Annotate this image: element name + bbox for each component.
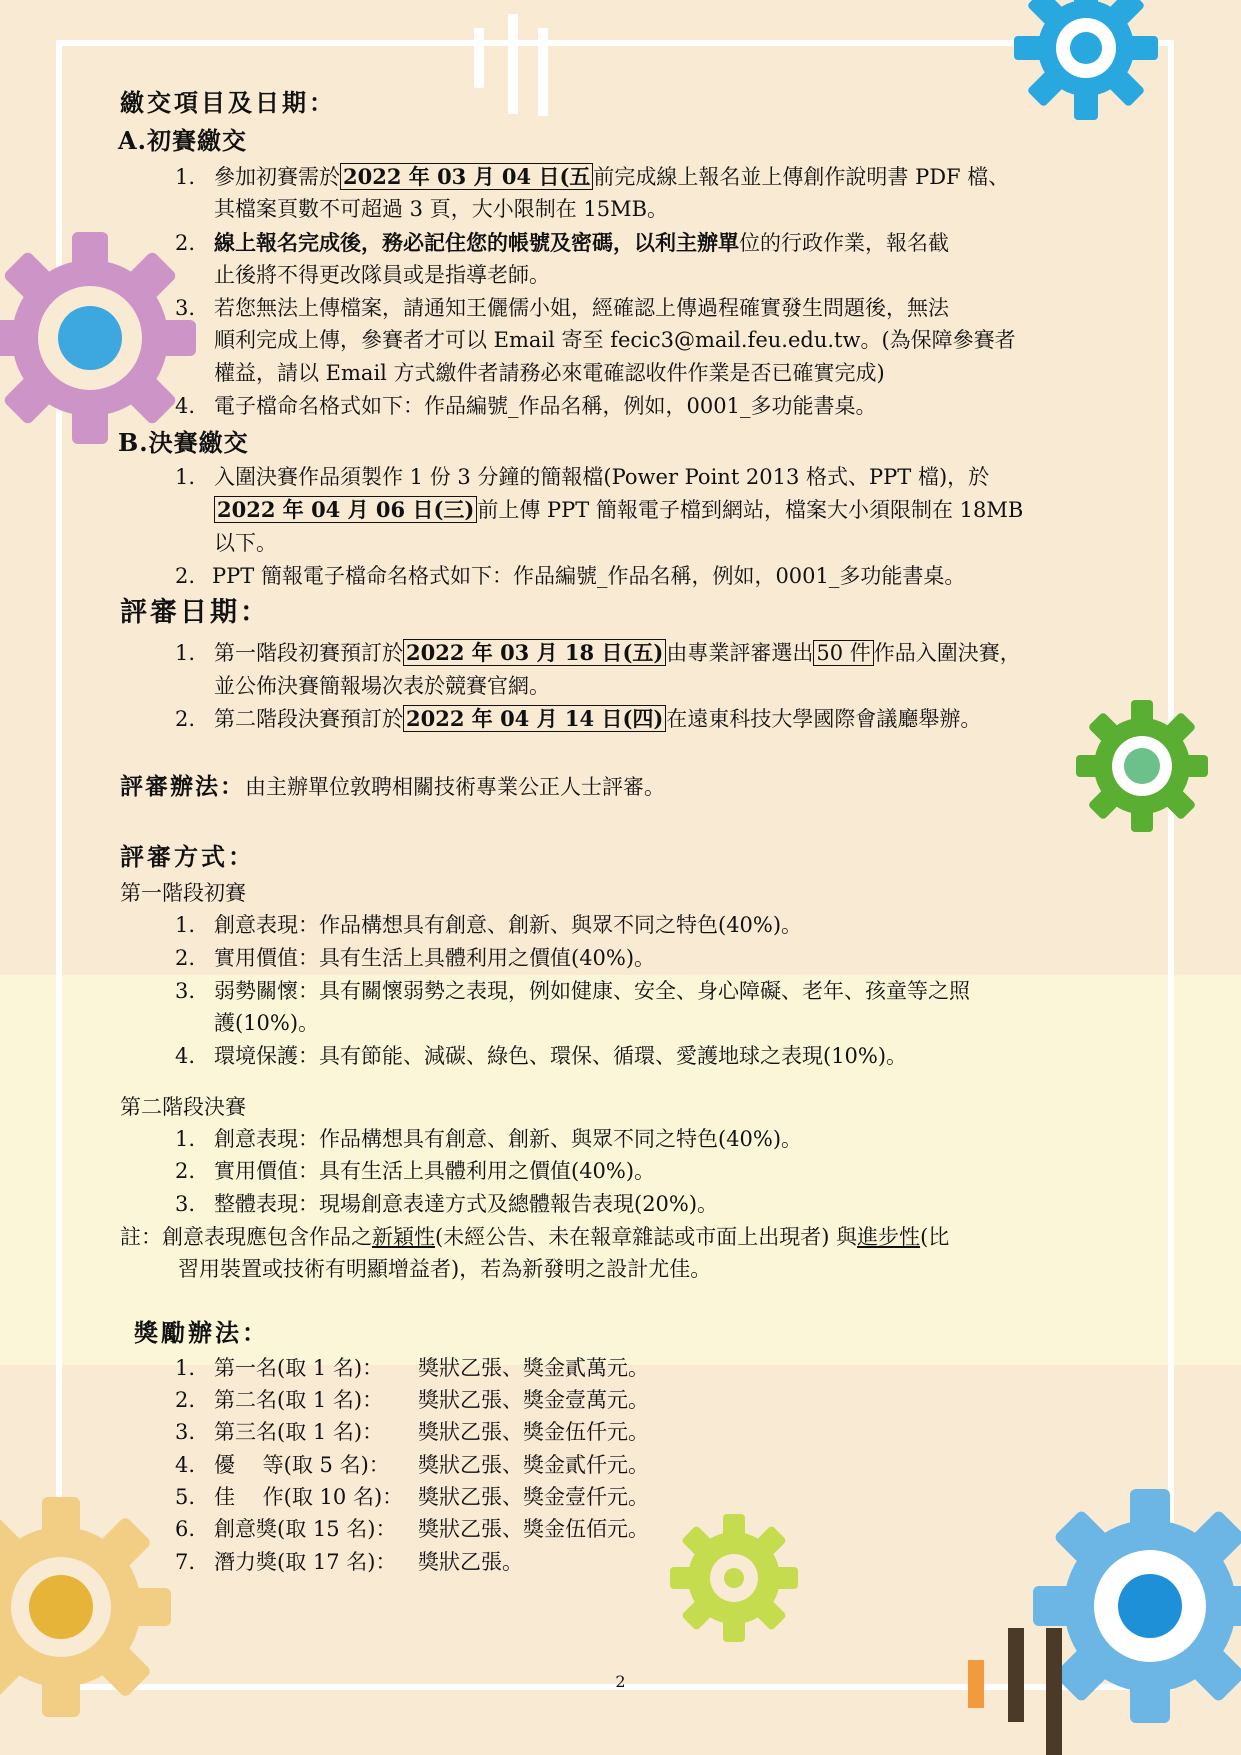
- list-item-text: 線上報名完成後，務必記住您的帳號及密碼，以利主辦單位的行政作業，報名截: [214, 230, 949, 255]
- stage1-title: 第一階段初賽: [120, 881, 246, 905]
- list-number: 4.: [175, 1453, 196, 1477]
- list-number: 1.: [175, 641, 196, 665]
- list-item-text: 實用價值：具有生活上具體利用之價值(40%)。: [214, 946, 656, 970]
- list-item-text: 權益，請以 Email 方式繳件者請務必來電確認收件作業是否已確實完成): [214, 361, 885, 385]
- list-number: 2.: [175, 1159, 196, 1183]
- award-name: 第一名(取 1 名)：: [214, 1356, 384, 1380]
- list-number: 2.: [175, 946, 196, 970]
- award-prize: 獎狀乙張、獎金伍仟元。: [418, 1420, 649, 1444]
- list-item-text: 止後將不得更改隊員或是指導老師。: [214, 263, 550, 287]
- list-item-text: 電子檔命名格式如下：作品編號_作品名稱，例如，0001_多功能書桌。: [214, 394, 877, 418]
- award-name: 優 等(取 5 名)：: [214, 1453, 390, 1477]
- award-name: 潛力獎(取 17 名)：: [214, 1550, 397, 1574]
- award-prize: 獎狀乙張、獎金伍佰元。: [418, 1517, 649, 1541]
- list-item-text: 若您無法上傳檔案，請通知王儷儒小姐，經確認上傳過程確實發生問題後，無法: [214, 296, 949, 320]
- heading-payment: 繳交項目及日期：: [120, 88, 336, 117]
- deadline-box: 2022 年 03 月 04 日(五: [340, 163, 593, 190]
- list-item-text: 第二階段決賽預訂於 2022 年 04 月 14 日(四) 在遠東科技大學國際會議廳舉辦。: [214, 706, 982, 731]
- note-text: 註：創意表現應包含作品之新穎性(未經公告、未在報章雜誌或市面上出現者) 與進步性(比: [120, 1225, 950, 1249]
- list-item-text: PPT 簡報電子檔命名格式如下：作品編號_作品名稱，例如，0001_多功能書桌。: [212, 564, 966, 588]
- list-number: 4.: [175, 1044, 196, 1068]
- list-item-text: 護(10%)。: [214, 1011, 320, 1035]
- list-number: 2.: [175, 231, 196, 255]
- list-number: 3.: [175, 296, 196, 320]
- award-name: 第三名(取 1 名)：: [214, 1420, 384, 1444]
- list-number: 2.: [175, 1388, 196, 1412]
- award-prize: 獎狀乙張、獎金貳萬元。: [418, 1356, 649, 1380]
- deadline-box: 2022 年 04 月 06 日(三): [214, 496, 477, 523]
- list-number: 6.: [175, 1517, 196, 1541]
- list-number: 3.: [175, 1192, 196, 1216]
- list-number: 1.: [175, 465, 196, 489]
- date-box: 2022 年 03 月 18 日(五): [403, 639, 666, 666]
- list-item-text: 創意表現：作品構想具有創意、創新、與眾不同之特色(40%)。: [214, 1127, 803, 1151]
- note-text-line2: 習用裝置或技術有明顯增益者)，若為新發明之設計尤佳。: [178, 1257, 712, 1281]
- heading-prelim: A.初賽繳交: [118, 126, 247, 155]
- list-number: 4.: [175, 394, 196, 418]
- heading-review-date: 評審日期：: [120, 597, 270, 628]
- list-number: 2.: [175, 564, 196, 588]
- list-item-text: 其檔案頁數不可超過 3 頁，大小限制在 15MB。: [214, 197, 669, 221]
- award-name: 創意獎(取 15 名)：: [214, 1517, 397, 1541]
- list-number: 7.: [175, 1550, 196, 1574]
- list-number: 1.: [175, 165, 196, 189]
- page-number: 2: [615, 1672, 626, 1691]
- award-name: 佳 作(取 10 名)：: [214, 1485, 404, 1509]
- heading-award: 獎勵辦法：: [134, 1318, 269, 1347]
- list-item-text: 順利完成上傳，參賽者才可以 Email 寄至 fecic3@mail.feu.edu.tw。(為保障參賽者: [214, 328, 1016, 352]
- list-item-text: 入圍決賽作品須製作 1 份 3 分鐘的簡報檔(Power Point 2013 格式、PPT 檔)，於: [214, 465, 990, 489]
- list-item-text: 參加初賽需於 2022 年 03 月 04 日(五 前完成線上報名並上傳創作說明書 PDF 檔、: [214, 164, 1010, 189]
- list-item-text: 實用價值：具有生活上具體利用之價值(40%)。: [214, 1159, 656, 1183]
- list-item-text: 2022 年 04 月 06 日(三) 前上傳 PPT 簡報電子檔到網站，檔案大小須限制在 18MB: [214, 495, 1023, 525]
- count-box: 50 件: [813, 640, 873, 666]
- review-method-line: 評審辦法：由主辦單位敦聘相關技術專業公正人士評審。: [120, 773, 665, 800]
- list-item-text: 並公佈決賽簡報場次表於競賽官網。: [214, 674, 550, 698]
- list-number: 3.: [175, 1420, 196, 1444]
- heading-review-method: 評審辦法：: [120, 773, 245, 800]
- list-number: 3.: [175, 979, 196, 1003]
- list-number: 1.: [175, 913, 196, 937]
- list-item-text: 弱勢關懷：具有關懷弱勢之表現，例如健康、安全、身心障礙、老年、孩童等之照: [214, 979, 970, 1003]
- list-item-text: 環境保護：具有節能、減碳、綠色、環保、循環、愛護地球之表現(10%)。: [214, 1044, 908, 1068]
- list-number: 1.: [175, 1356, 196, 1380]
- list-item-text: 創意表現：作品構想具有創意、創新、與眾不同之特色(40%)。: [214, 913, 803, 937]
- stage2-title: 第二階段決賽: [120, 1095, 246, 1119]
- award-prize: 獎狀乙張、獎金貳仟元。: [418, 1453, 649, 1477]
- award-prize: 獎狀乙張、獎金壹仟元。: [418, 1485, 649, 1509]
- list-item-text: 以下。: [214, 531, 277, 555]
- list-item-text: 第一階段初賽預訂於 2022 年 03 月 18 日(五) 由專業評審選出 50 件 作品入圍決賽，: [214, 640, 1021, 665]
- award-name: 第二名(取 1 名)：: [214, 1388, 384, 1412]
- list-number: 5.: [175, 1485, 196, 1509]
- heading-review-style: 評審方式：: [120, 842, 255, 871]
- award-prize: 獎狀乙張。: [418, 1550, 523, 1574]
- list-item-text: 整體表現：現場創意表達方式及總體報告表現(20%)。: [214, 1192, 719, 1216]
- date-box: 2022 年 04 月 14 日(四): [403, 705, 666, 732]
- list-number: 2.: [175, 707, 196, 731]
- list-number: 1.: [175, 1127, 196, 1151]
- award-prize: 獎狀乙張、獎金壹萬元。: [418, 1388, 649, 1412]
- heading-final: B.決賽繳交: [118, 428, 249, 457]
